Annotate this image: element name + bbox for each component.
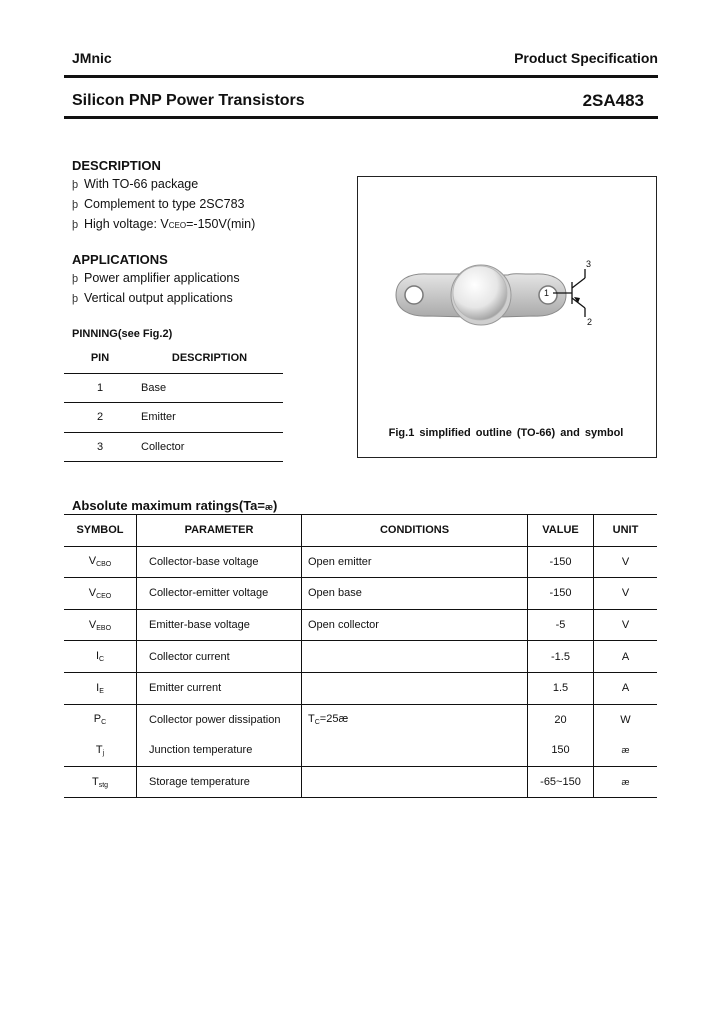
ratings-heading: Absolute maximum ratings(Ta=æ)	[72, 498, 278, 513]
list-item: þ Complement to type 2SC783	[72, 195, 255, 215]
pin-column-header: PIN	[64, 344, 136, 373]
transistor-figure	[358, 177, 656, 457]
table-row: $V_{CBO}$ Collector-base voltage Open emitter -150 V	[64, 546, 657, 578]
part-number: 2SA483	[582, 91, 644, 110]
bullet-glyph: þ	[72, 199, 79, 211]
description-list	[72, 175, 255, 235]
pinning-table	[64, 344, 283, 462]
pin-label-3: 3	[586, 259, 592, 269]
bullet-glyph: þ	[72, 179, 79, 191]
bullet-glyph: þ	[72, 273, 79, 285]
bullet-glyph: þ	[72, 293, 79, 305]
pin-label-1: 1	[544, 288, 550, 298]
title-divider	[64, 116, 658, 119]
applications-list	[72, 269, 240, 309]
conditions-column-header: CONDITIONS	[302, 515, 528, 547]
table-row: $V_{CEO}$ Collector-emitter voltage Open base -150 V	[64, 578, 657, 610]
to66-package-illustration	[396, 265, 566, 325]
brand-name: JMnic	[72, 50, 112, 66]
table-row: $P_C$ Collector power dissipation $T_C=25æ$ 20 W	[64, 704, 657, 735]
table-row: 2 Emitter	[64, 403, 283, 433]
table-row: $V_{EBO}$ Emitter-base voltage Open collector -5 V	[64, 609, 657, 641]
parameter-column-header: PARAMETER	[137, 515, 302, 547]
table-row: 3 Collector	[64, 432, 283, 462]
description-heading: DESCRIPTION	[72, 158, 161, 173]
table-row: $T_{stg}$ Storage temperature -65~150 æ	[64, 766, 657, 798]
header-divider	[64, 75, 658, 78]
symbol-column-header: SYMBOL	[64, 515, 137, 547]
page-title: Silicon PNP Power Transistors	[72, 92, 305, 109]
figure-caption: Fig.1 simplified outline (TO-66) and symbol	[388, 427, 624, 439]
figure-box	[357, 176, 657, 458]
list-item: þ Vertical output applications	[72, 289, 240, 309]
spec-label: Product Specification	[514, 50, 658, 66]
pin-label-2: 2	[587, 317, 593, 327]
table-row: 1 Base	[64, 373, 283, 403]
table-row: $I_C$ Collector current -1.5 A	[64, 641, 657, 673]
description-column-header: DESCRIPTION	[136, 344, 283, 373]
list-item: þ With TO-66 package	[72, 175, 255, 195]
value-column-header: VALUE	[528, 515, 594, 547]
applications-heading: APPLICATIONS	[72, 252, 168, 267]
list-item: þ High voltage: V CEO =-150V(min)	[72, 215, 255, 235]
unit-column-header: UNIT	[594, 515, 658, 547]
table-row: $T_j$ Junction temperature 150 æ	[64, 735, 657, 766]
bullet-glyph: þ	[72, 219, 79, 231]
list-item: þ Power amplifier applications	[72, 269, 240, 289]
ratings-table	[64, 514, 657, 798]
pinning-heading: PINNING(see Fig.2)	[72, 328, 173, 340]
table-row: $I_E$ Emitter current 1.5 A	[64, 672, 657, 704]
